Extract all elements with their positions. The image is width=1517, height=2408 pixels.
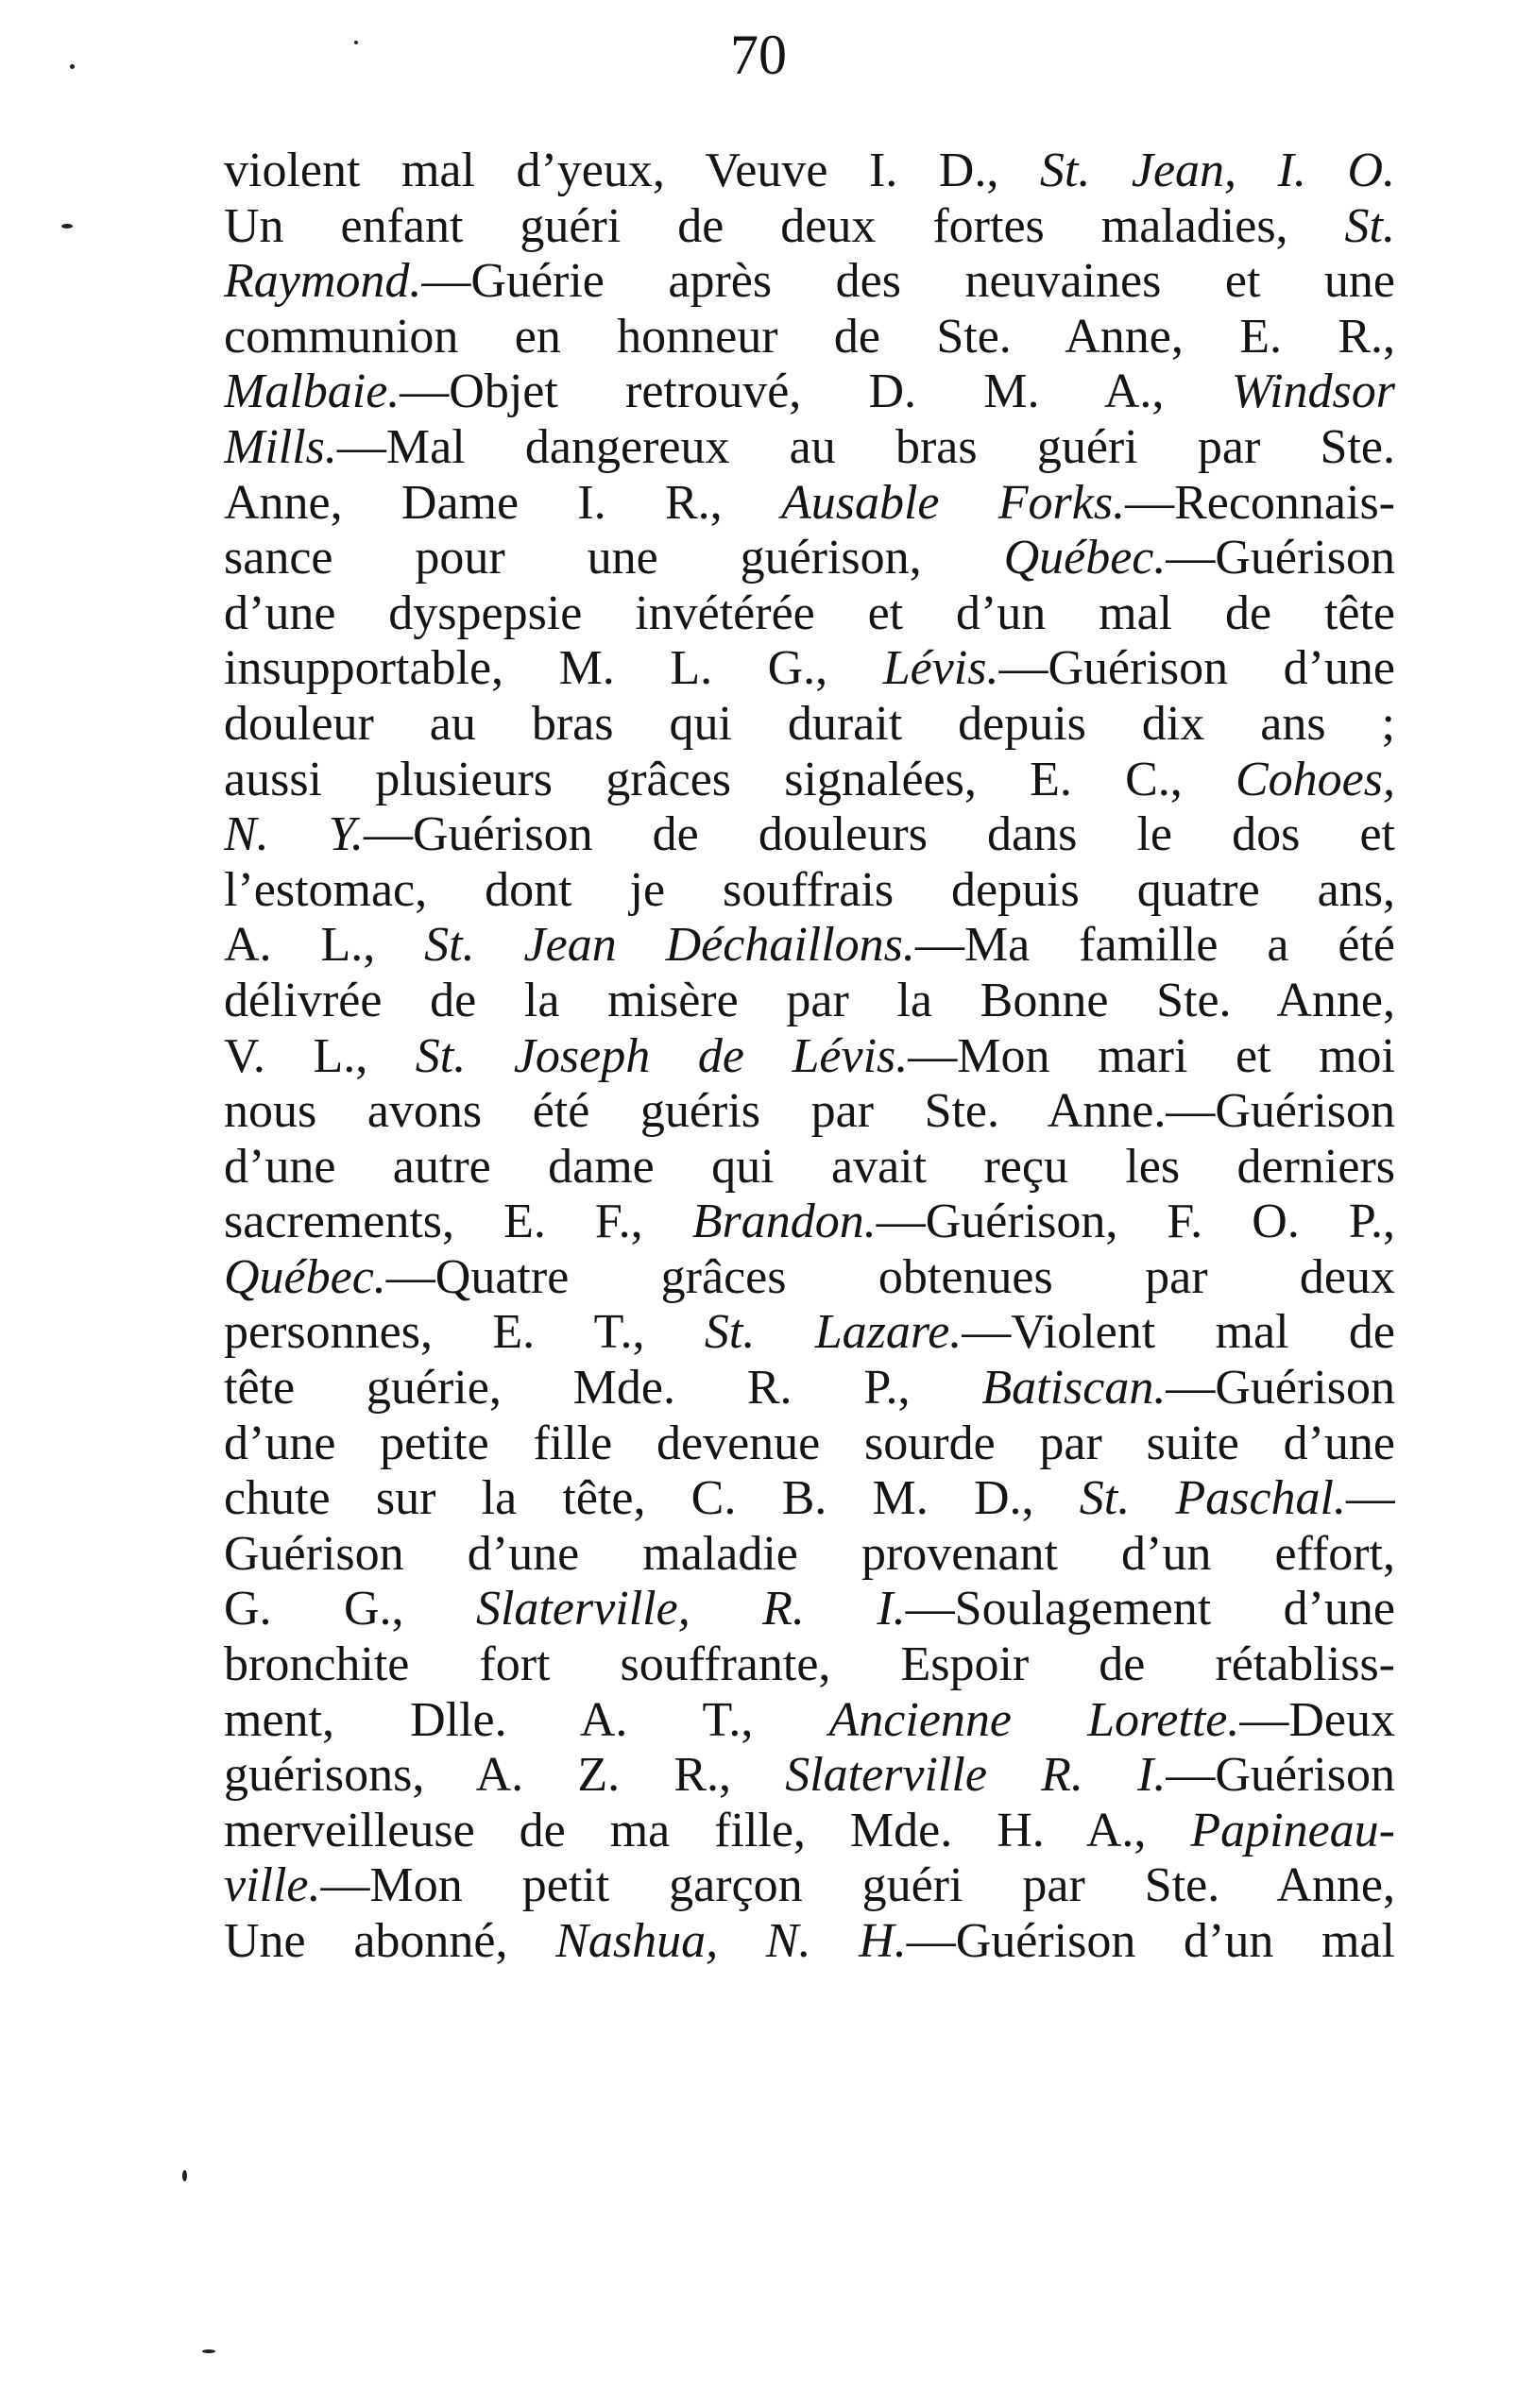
text-run: —Guérison xyxy=(1166,531,1395,585)
text-run: chute sur la tête, C. B. M. D., xyxy=(224,1471,1080,1526)
text-line xyxy=(224,807,1395,863)
place-name: St. Joseph de Lévis. xyxy=(415,1028,909,1083)
text-line xyxy=(224,1195,1395,1250)
text-line xyxy=(224,1305,1395,1361)
text-line xyxy=(224,199,1395,255)
text-run: guérisons, A. Z. R., xyxy=(224,1748,786,1803)
text-run: G. G., xyxy=(224,1582,476,1636)
text-line xyxy=(224,420,1395,476)
text-run: insupportable, M. L. G., xyxy=(224,641,883,696)
print-speck xyxy=(354,41,358,44)
text-line xyxy=(224,641,1395,697)
text-run: —Soulagement d’une xyxy=(905,1582,1395,1636)
text-run: —Mal dangereux au bras guéri par Ste. xyxy=(336,419,1395,474)
text-run: bronchite fort souffrante, Espoir de rétabliss- xyxy=(224,1637,1395,1692)
text-line xyxy=(224,1637,1395,1693)
place-name: Lévis. xyxy=(882,641,999,696)
page-number: 70 xyxy=(730,24,787,86)
text-run: —Guérie après des neuvaines et une xyxy=(421,254,1395,309)
text-run: communion en honneur de Ste. Anne, E. R., xyxy=(224,309,1395,364)
text-run: —Objet retrouvé, D. M. A., xyxy=(400,365,1232,419)
text-line xyxy=(224,1527,1395,1583)
text-line xyxy=(224,697,1395,753)
text-line xyxy=(224,1361,1395,1416)
text-line xyxy=(224,144,1395,199)
text-line xyxy=(224,1416,1395,1472)
place-name: St. Lazare. xyxy=(704,1305,963,1360)
text-line xyxy=(224,254,1395,310)
print-speck xyxy=(70,64,75,69)
place-name: Québec. xyxy=(1003,531,1167,585)
text-run: Anne, Dame I. R., xyxy=(224,475,781,530)
text-run: —Guérison d’une xyxy=(998,641,1395,696)
text-run: —Mon mari et moi xyxy=(908,1028,1395,1083)
place-name: N. Y. xyxy=(224,807,364,862)
text-run: d’une autre dame qui avait reçu les derniers xyxy=(224,1139,1395,1194)
text-line xyxy=(224,1471,1395,1527)
text-line xyxy=(224,586,1395,642)
text-run: —Mon petit garçon guéri par Ste. Anne, xyxy=(320,1858,1395,1913)
place-name: Windsor xyxy=(1231,365,1395,419)
text-run: —Ma famille a été xyxy=(914,918,1395,973)
place-name: Québec. xyxy=(224,1249,386,1304)
text-run: l’estomac, dont je souffrais depuis quatre ans, xyxy=(224,862,1395,917)
text-line xyxy=(224,1693,1395,1749)
text-line xyxy=(224,863,1395,919)
text-run: sance pour une guérison, xyxy=(224,531,1004,585)
place-name: St. Jean, I. O. xyxy=(1039,144,1395,197)
text-line xyxy=(224,974,1395,1029)
text-line xyxy=(224,1029,1395,1085)
place-name: St. Jean Déchaillons. xyxy=(424,918,915,973)
text-run: sacrements, E. F., xyxy=(224,1195,692,1249)
print-speck xyxy=(202,2349,215,2353)
text-line xyxy=(224,753,1395,808)
place-name: Malbaie. xyxy=(224,365,401,419)
text-line xyxy=(224,918,1395,974)
text-run: merveilleuse de ma fille, Mde. H. A., xyxy=(224,1803,1191,1857)
place-name: Papineau- xyxy=(1190,1803,1395,1857)
text-run: douleur au bras qui durait depuis dix ans ; xyxy=(224,696,1395,751)
place-name: Batiscan. xyxy=(981,1361,1167,1416)
print-speck xyxy=(182,2170,187,2181)
print-speck xyxy=(61,224,73,229)
text-run: A. L., xyxy=(224,918,425,973)
text-run: délivrée de la misère par la Bonne Ste. Anne, xyxy=(224,973,1395,1027)
place-name: St. Paschal. xyxy=(1079,1471,1346,1526)
text-run: Un enfant guéri de deux fortes maladies, xyxy=(224,198,1345,253)
text-line xyxy=(224,1804,1395,1859)
text-line xyxy=(224,1250,1395,1306)
text-run: —Deux xyxy=(1239,1692,1395,1747)
text-line xyxy=(224,1582,1395,1637)
place-name: Ancienne Lorette. xyxy=(828,1692,1240,1747)
text-run: Guérison d’une maladie provenant d’un effort, xyxy=(224,1526,1395,1581)
place-name: Nashua, N. H. xyxy=(555,1914,907,1968)
text-run: V. L., xyxy=(224,1028,416,1083)
text-line xyxy=(224,1140,1395,1196)
place-name: Slaterville R. I. xyxy=(785,1748,1167,1803)
text-run: —Guérison xyxy=(1166,1361,1395,1416)
text-run: —Guérison, F. O. P., xyxy=(876,1195,1395,1249)
text-block xyxy=(224,144,1395,1970)
text-line xyxy=(224,1748,1395,1804)
text-line xyxy=(224,1858,1395,1914)
text-run: ment, Dlle. A. T., xyxy=(224,1692,829,1747)
text-line xyxy=(224,310,1395,365)
text-line xyxy=(224,365,1395,420)
text-run: violent mal d’yeux, Veuve I. D., xyxy=(224,144,1040,197)
place-name: Raymond. xyxy=(224,254,422,309)
text-run: personnes, E. T., xyxy=(224,1305,705,1360)
place-name: Mills. xyxy=(224,419,337,474)
text-run: d’une dyspepsie invétérée et d’un mal de tête xyxy=(224,585,1395,640)
text-run: d’une petite fille devenue sourde par suite d’une xyxy=(224,1416,1395,1470)
text-run: —Reconnais- xyxy=(1125,475,1395,530)
text-run: —Guérison xyxy=(1166,1748,1395,1803)
text-run: nous avons été guéris par Ste. Anne.—Guérison xyxy=(224,1084,1395,1139)
place-name: Cohoes, xyxy=(1236,752,1395,806)
text-run: Une abonné, xyxy=(224,1914,556,1968)
text-run: —Quatre grâces obtenues par deux xyxy=(385,1249,1395,1304)
text-line xyxy=(224,476,1395,532)
text-run: —Guérison d’un mal xyxy=(906,1914,1395,1968)
text-line xyxy=(224,1914,1395,1970)
place-name: Brandon. xyxy=(691,1195,877,1249)
place-name: Slaterville, R. I. xyxy=(475,1582,906,1636)
text-run: tête guérie, Mde. R. P., xyxy=(224,1361,982,1416)
place-name: Ausable Forks. xyxy=(780,475,1126,530)
text-line xyxy=(224,1084,1395,1140)
text-run: aussi plusieurs grâces signalées, E. C., xyxy=(224,752,1236,806)
text-run: — xyxy=(1346,1471,1395,1526)
text-run: —Violent mal de xyxy=(962,1305,1395,1360)
text-run: —Guérison de douleurs dans le dos et xyxy=(363,807,1395,862)
text-line xyxy=(224,531,1395,586)
place-name: St. xyxy=(1344,198,1395,253)
place-name: ville. xyxy=(224,1858,321,1913)
